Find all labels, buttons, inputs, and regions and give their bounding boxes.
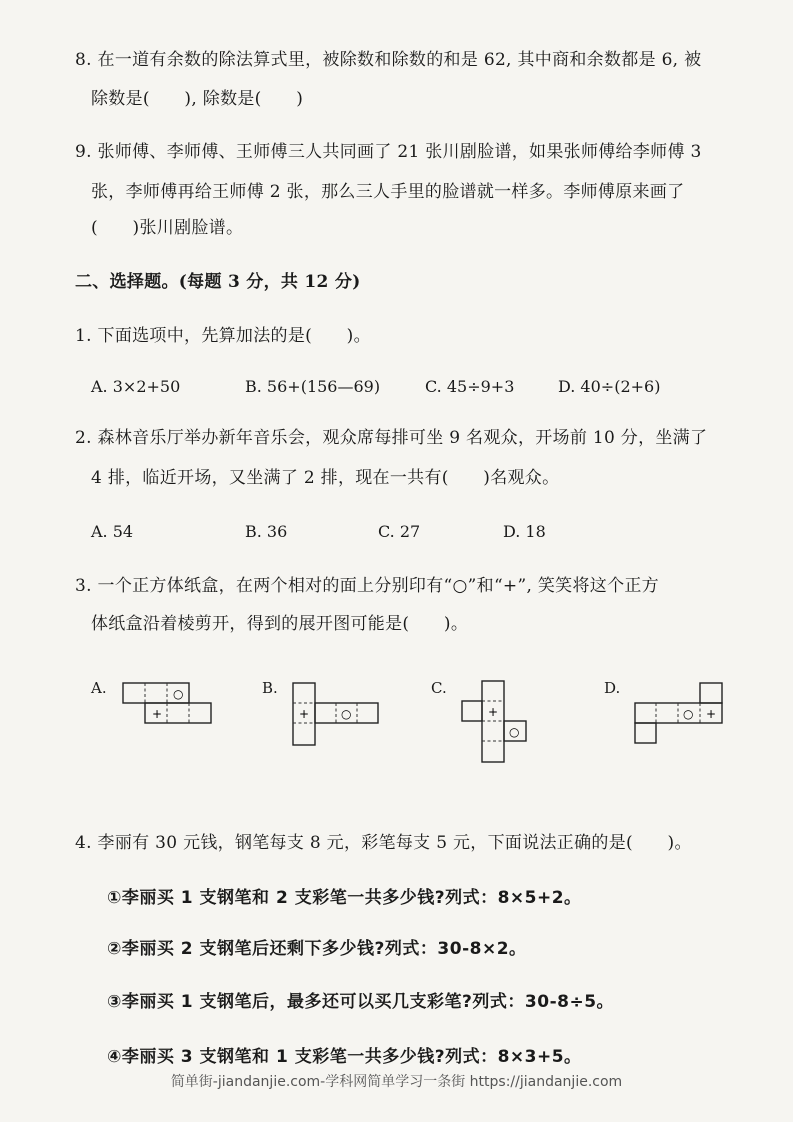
net-a-plus-mark: + — [152, 707, 163, 721]
net-d-top-face — [700, 683, 722, 703]
net-a-circle-mark: ○ — [173, 687, 184, 701]
net-a-diagram — [120, 680, 215, 730]
net-d-circle-mark: ○ — [683, 707, 694, 721]
net-d-label: D. — [604, 679, 621, 697]
choice-q1-option-c: C. 45÷9+3 — [425, 377, 515, 396]
net-c-plus-mark: + — [488, 705, 499, 719]
net-b-diagram — [290, 680, 385, 750]
q9-line1: 9. 张师傅、李师傅、王师傅三人共同画了 21 张川剧脸谱，如果张师傅给李师傅 3 — [75, 142, 702, 162]
q9-line3: ( )张川剧脸谱。 — [91, 218, 244, 238]
choice-q2-line2: 4 排，临近开场，又坐满了 2 排，现在一共有( )名观众。 — [91, 468, 560, 488]
choice-q1-option-a: A. 3×2+50 — [91, 377, 181, 396]
net-c-left-face — [462, 701, 482, 721]
net-a-label: A. — [91, 679, 107, 697]
net-b-plus-mark: + — [299, 707, 310, 721]
net-c-circle-mark: ○ — [509, 725, 520, 739]
choice-q1-option-d: D. 40÷(2+6) — [558, 377, 661, 396]
footer-watermark: 简单街-jiandanjie.com-学科网简单学习一条街 https://jiandanjie.com — [170, 1074, 623, 1090]
choice-q2-option-c: C. 27 — [378, 522, 421, 541]
net-d-plus-mark: + — [706, 707, 717, 721]
choice-q3-line1: 3. 一个正方体纸盒，在两个相对的面上分别印有“○”和“+”, 笑笑将这个正方 — [75, 576, 659, 596]
q8-line2: 除数是( ), 除数是( ) — [91, 89, 304, 109]
net-d-diagram — [632, 680, 727, 746]
choice-q4-statement-3: ③李丽买 1 支钢笔后，最多还可以买几支彩笔?列式：30-8÷5。 — [107, 992, 615, 1012]
choice-q4-statement-4: ④李丽买 3 支钢笔和 1 支彩笔一共多少钱?列式：8×3+5。 — [107, 1047, 582, 1067]
section-title: 二、选择题。(每题 3 分，共 12 分) — [75, 272, 361, 292]
choice-q2-option-a: A. 54 — [91, 522, 134, 541]
choice-q2-line1: 2. 森林音乐厅举办新年音乐会，观众席每排可坐 9 名观众，开场前 10 分，坐满了 — [75, 428, 708, 448]
choice-q3-line2: 体纸盒沿着棱剪开，得到的展开图可能是( )。 — [91, 614, 469, 634]
net-d-bottom-face — [635, 723, 656, 743]
choice-q2-option-b: B. 36 — [245, 522, 288, 541]
choice-q4-statement-1: ①李丽买 1 支钢笔和 2 支彩笔一共多少钱?列式：8×5+2。 — [107, 888, 582, 908]
net-c-diagram — [460, 678, 540, 768]
q9-line2: 张，李师傅再给王师傅 2 张，那么三人手里的脸谱就一样多。李师傅原来画了 — [91, 182, 685, 202]
net-c-label: C. — [431, 679, 447, 697]
choice-q1-option-b: B. 56+(156—69) — [245, 377, 381, 396]
choice-q2-option-d: D. 18 — [503, 522, 546, 541]
choice-q4-statement-2: ②李丽买 2 支钢笔后还剩下多少钱?列式：30-8×2。 — [107, 939, 527, 959]
net-b-circle-mark: ○ — [341, 707, 352, 721]
choice-q1-stem: 1. 下面选项中，先算加法的是( )。 — [75, 326, 371, 346]
net-b-label: B. — [262, 679, 278, 697]
q8-line1: 8. 在一道有余数的除法算式里，被除数和除数的和是 62, 其中商和余数都是 6, 被 — [75, 50, 702, 70]
choice-q4-stem: 4. 李丽有 30 元钱，钢笔每支 8 元，彩笔每支 5 元，下面说法正确的是( )。 — [75, 833, 692, 853]
